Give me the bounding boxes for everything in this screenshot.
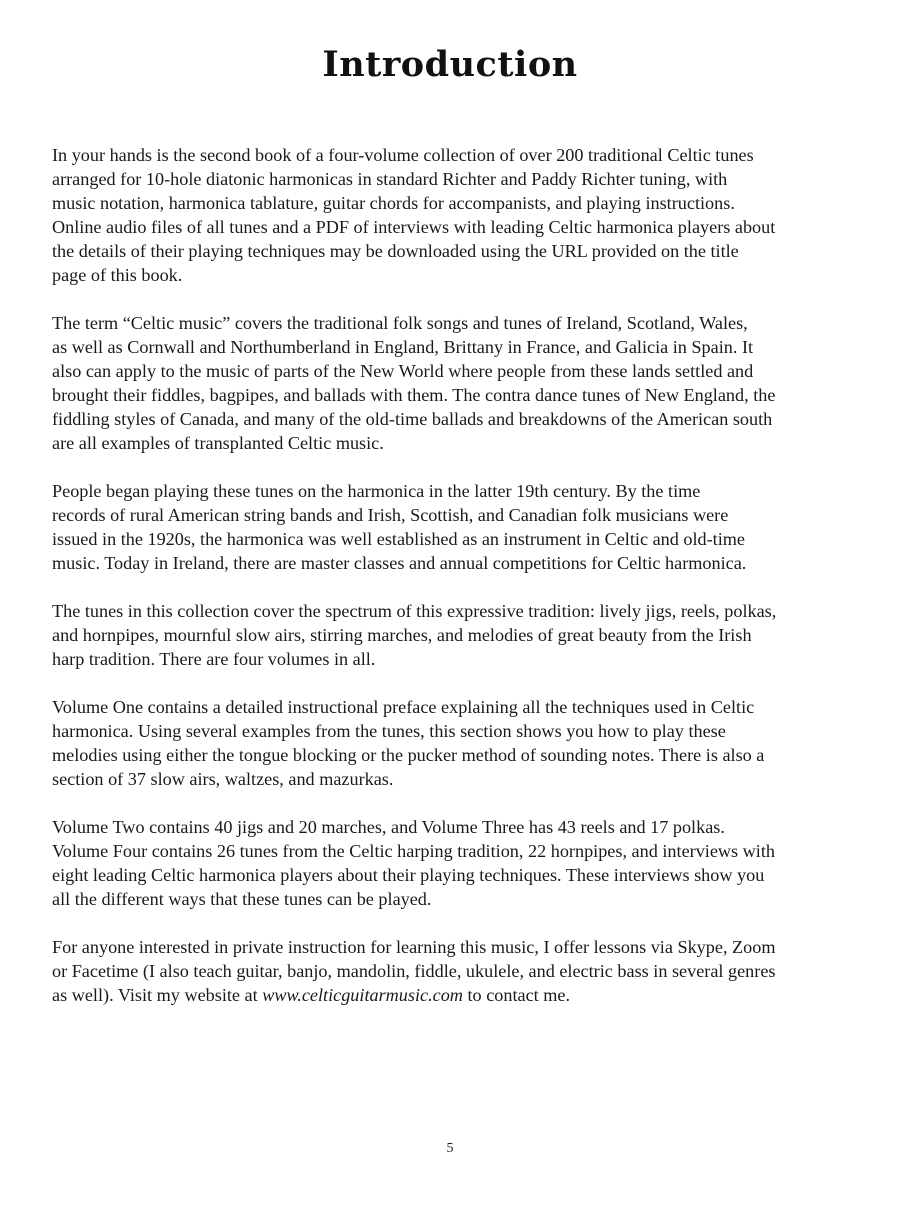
text-line: harp tradition. There are four volumes in all.	[52, 649, 376, 669]
text-line: records of rural American string bands and Irish, Scottish, and Canadian folk musicians were	[52, 505, 729, 525]
text-line: the details of their playing techniques may be downloaded using the URL provided on the title	[52, 241, 739, 261]
text-line: brought their fiddles, bagpipes, and ballads with them. The contra dance tunes of New England, the	[52, 385, 776, 405]
paragraph-lessons	[52, 935, 858, 1007]
paragraph-celtic-music	[52, 311, 858, 455]
text-line: melodies using either the tongue blocking or the pucker method of sounding notes. There is also a	[52, 745, 765, 765]
text-line: all the different ways that these tunes can be played.	[52, 889, 432, 909]
text-line: Online audio files of all tunes and a PDF of interviews with leading Celtic harmonica players about	[52, 217, 776, 237]
text-line: In your hands is the second book of a four-volume collection of over 200 traditional Celtic tunes	[52, 145, 754, 165]
text-line: fiddling styles of Canada, and many of the old-time ballads and breakdowns of the American south	[52, 409, 773, 429]
text-line: People began playing these tunes on the harmonica in the latter 19th century. By the time	[52, 481, 701, 501]
page-number: 5	[446, 1141, 454, 1156]
paragraph-volume-one	[52, 695, 858, 791]
text-line: arranged for 10-hole diatonic harmonicas in standard Richter and Paddy Richter tuning, with	[52, 169, 728, 189]
text-line: eight leading Celtic harmonica players about their playing techniques. These interviews show you	[52, 865, 765, 885]
text-line: Volume Two contains 40 jigs and 20 marches, and Volume Three has 43 reels and 17 polkas.	[52, 817, 725, 837]
body-text	[52, 143, 858, 1031]
paragraph-volumes-two-four	[52, 815, 858, 911]
text-line: The tunes in this collection cover the spectrum of this expressive tradition: lively jigs, reels, polkas,	[52, 601, 777, 621]
text-line-website	[52, 983, 858, 1007]
text-after-link: to contact me.	[462, 985, 571, 1005]
text-line: Volume One contains a detailed instructional preface explaining all the techniques used in Celtic	[52, 697, 755, 717]
text-line: page of this book.	[52, 265, 183, 285]
paragraph-intro	[52, 143, 858, 287]
text-line: Volume Four contains 26 tunes from the Celtic harping tradition, 22 hornpipes, and interviews with	[52, 841, 776, 861]
text-line: are all examples of transplanted Celtic music.	[52, 433, 384, 453]
paragraph-history	[52, 479, 858, 575]
text-line: music. Today in Ireland, there are master classes and annual competitions for Celtic harmonica.	[52, 553, 747, 573]
text-line: section of 37 slow airs, waltzes, and mazurkas.	[52, 769, 394, 789]
text-line: also can apply to the music of parts of the New World where people from these lands settled and	[52, 361, 754, 381]
text-line: or Facetime (I also teach guitar, banjo, mandolin, fiddle, ukulele, and electric bass in several genres	[52, 961, 776, 981]
text-line: music notation, harmonica tablature, guitar chords for accompanists, and playing instructions.	[52, 193, 735, 213]
text-line: harmonica. Using several examples from the tunes, this section shows you how to play these	[52, 721, 726, 741]
page-title: Introduction	[322, 44, 578, 85]
text-before-link: as well). Visit my website at	[52, 985, 263, 1005]
text-line: For anyone interested in private instruction for learning this music, I offer lessons via Skype, Zoom	[52, 937, 776, 957]
paragraph-collection	[52, 599, 858, 671]
website-link[interactable]: www.celticguitarmusic.com	[262, 985, 463, 1005]
text-line: issued in the 1920s, the harmonica was well established as an instrument in Celtic and old-time	[52, 529, 745, 549]
text-line: The term “Celtic music” covers the traditional folk songs and tunes of Ireland, Scotland, Wales,	[52, 313, 748, 333]
text-line: and hornpipes, mournful slow airs, stirring marches, and melodies of great beauty from the Irish	[52, 625, 752, 645]
text-line: as well as Cornwall and Northumberland in England, Brittany in France, and Galicia in Spain. It	[52, 337, 754, 357]
